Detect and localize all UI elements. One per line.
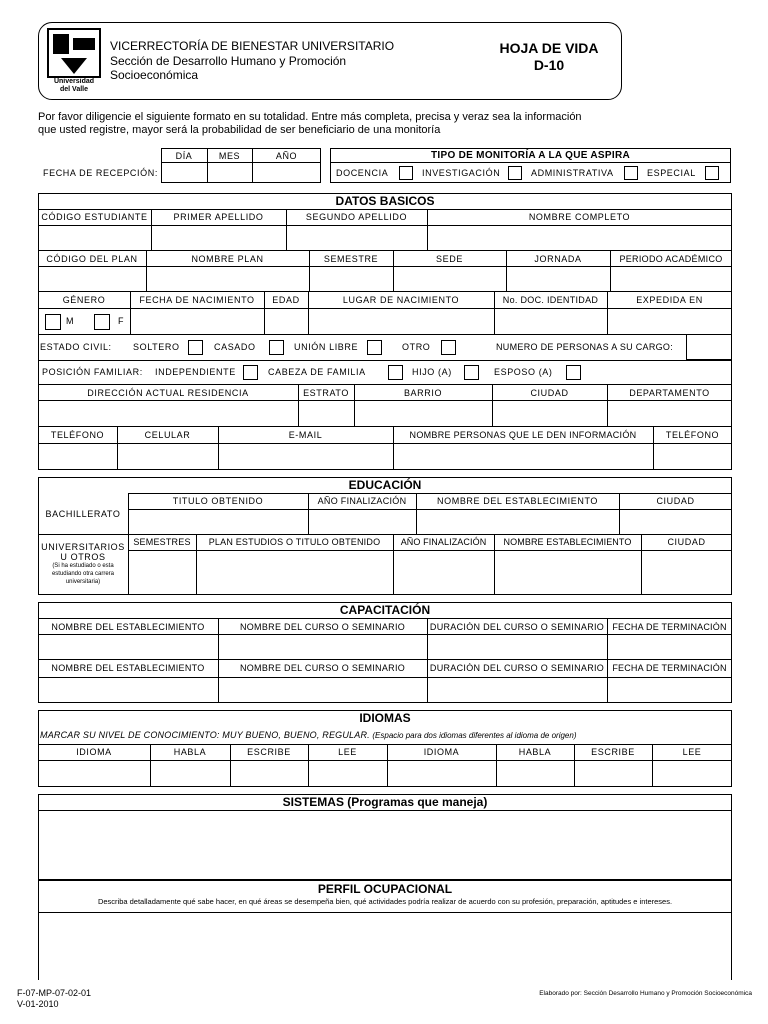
univ-plan-input[interactable]: [197, 551, 392, 594]
idioma-col-lee-2: LEE: [682, 747, 702, 757]
label-departamento: DEPARTAMENTO: [629, 388, 710, 398]
family-hijo-checkbox[interactable]: [464, 365, 479, 380]
label-telefono: TELÉFONO: [50, 430, 105, 440]
univ-establecimiento-input[interactable]: [495, 551, 640, 594]
monitoria-investigacion-checkbox[interactable]: [508, 166, 522, 180]
intro-line-1: Por favor diligencie el siguiente formato en su totalidad. Entre más completa, precisa y veraz sea la información: [38, 111, 582, 123]
segundo-apellido-input[interactable]: [287, 226, 426, 249]
educacion-title: EDUCACIÓN: [348, 478, 422, 492]
label-telefono-referencia: TELÉFONO: [665, 430, 720, 440]
label-sede: SEDE: [436, 254, 463, 264]
cap-curso-input-2[interactable]: [219, 678, 426, 702]
idioma-input-1[interactable]: [39, 761, 149, 786]
direccion-input[interactable]: [39, 401, 297, 425]
idioma-col-habla-1: HABLA: [173, 747, 207, 757]
univ-col-anio: AÑO FINALIZACIÓN: [400, 537, 487, 547]
nombre-plan-input[interactable]: [147, 267, 308, 290]
bachillerato-label: BACHILLERATO: [45, 509, 121, 519]
label-nombre-completo: NOMBRE COMPLETO: [528, 212, 631, 222]
document-code: D-10: [533, 57, 565, 73]
universitarios-note-2: estudiando otra carrera: [51, 571, 115, 577]
sistemas-textarea[interactable]: [39, 811, 731, 879]
label-primer-apellido: PRIMER APELLIDO: [173, 212, 264, 222]
family-option-hijo: HIJO (A): [412, 367, 452, 377]
univ-col-plan: PLAN ESTUDIOS O TITULO OBTENIDO: [208, 537, 381, 547]
monitoria-especial-checkbox[interactable]: [705, 166, 719, 180]
barrio-input[interactable]: [355, 401, 491, 425]
university-logo: [47, 28, 101, 94]
celular-input[interactable]: [118, 444, 217, 469]
universitarios-note-3: universitaria): [65, 579, 101, 585]
lugar-nacimiento-input[interactable]: [309, 309, 493, 333]
cap-col-establecimiento: NOMBRE DEL ESTABLECIMIENTO: [51, 622, 205, 632]
family-esposo-checkbox[interactable]: [566, 365, 581, 380]
label-doc-identidad: No. DOC. IDENTIDAD: [502, 295, 599, 305]
idiomas-instruction: [40, 730, 576, 741]
cap-establecimiento-input-1[interactable]: [39, 635, 217, 658]
gender-m-label: M: [66, 316, 75, 326]
idiomas-title: IDIOMAS: [359, 711, 411, 725]
email-input[interactable]: [219, 444, 392, 469]
monitoria-option-administrativa: ADMINISTRATIVA: [531, 168, 614, 178]
footer-code: F-07-MP-07-02-01: [17, 988, 92, 998]
doc-identidad-input[interactable]: [495, 309, 606, 333]
civil-option-union-libre: UNIÓN LIBRE: [294, 342, 359, 352]
label-ciudad: CIUDAD: [530, 388, 569, 398]
idioma-col-idioma-1: IDIOMA: [76, 747, 112, 757]
edad-input[interactable]: [265, 309, 307, 333]
departamento-input[interactable]: [608, 401, 731, 425]
datos-basicos-title: DATOS BASICOS: [335, 194, 435, 208]
ciudad-input[interactable]: [493, 401, 606, 425]
logo-text-2: del Valle: [59, 86, 89, 93]
bach-col-establecimiento: NOMBRE DEL ESTABLECIMIENTO: [437, 496, 598, 506]
label-codigo-estudiante: CÓDIGO ESTUDIANTE: [41, 212, 148, 222]
perfil-description: Describa detalladamente qué sabe hacer, en qué áreas se desempeña bien, qué actividades podría realizar de acuerdo con su profesión, preparación, aptitudes e intereses.: [97, 897, 673, 906]
dependents-input[interactable]: [686, 334, 732, 360]
idioma-col-escribe-1: ESCRIBE: [247, 747, 291, 757]
habla-input-1[interactable]: [151, 761, 229, 786]
estrato-input[interactable]: [299, 401, 353, 425]
label-personas-informacion: NOMBRE PERSONAS QUE LE DEN INFORMACIÓN: [409, 430, 637, 440]
universitarios-label: UNIVERSITARIOS: [41, 542, 125, 552]
univ-col-semestres: SEMESTRES: [133, 537, 191, 547]
idioma-input-2[interactable]: [388, 761, 495, 786]
gender-f-label: F: [118, 316, 125, 326]
cap-col-duracion-2: DURACIÓN DEL CURSO O SEMINARIO: [429, 663, 605, 673]
family-cabeza-checkbox[interactable]: [388, 365, 403, 380]
universitarios-label-2: U OTROS: [60, 552, 106, 562]
family-independiente-checkbox[interactable]: [243, 365, 258, 380]
bach-titulo-input[interactable]: [129, 510, 307, 533]
habla-input-2[interactable]: [497, 761, 573, 786]
telefono-referencia-input[interactable]: [654, 444, 731, 469]
dependents-label: NUMERO DE PERSONAS A SU CARGO:: [496, 342, 674, 352]
cap-fecha-input-2[interactable]: [608, 678, 731, 702]
logo-text-1: Universidad: [53, 78, 95, 85]
bach-col-anio: AÑO FINALIZACIÓN: [317, 496, 407, 506]
univ-ciudad-input[interactable]: [642, 551, 731, 594]
label-periodo-academico: PERIODO ACADÉMICO: [619, 254, 723, 264]
escribe-input-1[interactable]: [231, 761, 307, 786]
civil-option-soltero: SOLTERO: [133, 342, 180, 352]
cap-col-curso-2: NOMBRE DEL CURSO O SEMINARIO: [239, 663, 406, 673]
reception-year-input[interactable]: [253, 163, 320, 182]
idioma-col-lee-1: LEE: [338, 747, 357, 757]
monitoria-title: TIPO DE MONITORÍA A LA QUE ASPIRA: [431, 150, 630, 161]
reception-month-input[interactable]: [208, 163, 251, 182]
bach-ciudad-input[interactable]: [620, 510, 731, 533]
label-jornada: JORNADA: [534, 254, 582, 264]
label-barrio: BARRIO: [403, 388, 443, 398]
cap-col-establecimiento-2: NOMBRE DEL ESTABLECIMIENTO: [51, 663, 205, 673]
label-segundo-apellido: SEGUNDO APELLIDO: [305, 212, 408, 222]
civil-casado-checkbox[interactable]: [269, 340, 284, 355]
label-fecha-nacimiento: FECHA DE NACIMIENTO: [139, 295, 255, 305]
civil-soltero-checkbox[interactable]: [188, 340, 203, 355]
personas-informacion-input[interactable]: [394, 444, 652, 469]
reception-label: FECHA DE RECEPCIÓN:: [43, 168, 158, 178]
org-line-3: Socioeconómica: [110, 68, 199, 82]
idioma-col-habla-2: HABLA: [518, 747, 552, 757]
civil-union-libre-checkbox[interactable]: [367, 340, 382, 355]
estado-civil-label: ESTADO CIVIL:: [40, 342, 112, 352]
codigo-plan-input[interactable]: [39, 267, 145, 290]
posicion-familiar-label: POSICIÓN FAMILIAR:: [42, 367, 143, 377]
document-title: HOJA DE VIDA: [499, 40, 599, 56]
cap-duracion-input-2[interactable]: [428, 678, 606, 702]
monitoria-option-investigacion: INVESTIGACIÓN: [422, 168, 501, 178]
org-line-2: Sección de Desarrollo Humano y Promoción: [110, 54, 347, 68]
telefono-input[interactable]: [39, 444, 116, 469]
monitoria-option-docencia: DOCENCIA: [336, 168, 389, 178]
monitoria-administrativa-checkbox[interactable]: [624, 166, 638, 180]
gender-f-checkbox[interactable]: [94, 314, 110, 330]
idiomas-instruction-note: (Espacio para dos idiomas diferentes al idioma de origen): [372, 731, 577, 740]
univ-col-ciudad: CIUDAD: [667, 537, 706, 547]
primer-apellido-input[interactable]: [152, 226, 285, 249]
univ-semestres-input[interactable]: [129, 551, 195, 594]
family-option-esposo: ESPOSO (A): [494, 367, 553, 377]
label-semestre: SEMESTRE: [323, 254, 379, 264]
cap-col-fecha: FECHA DE TERMINACIÓN: [612, 622, 727, 632]
lee-input-2[interactable]: [653, 761, 731, 786]
bach-col-titulo: TITULO OBTENIDO: [172, 496, 264, 506]
univ-col-establecimiento: NOMBRE ESTABLECIMIENTO: [503, 537, 632, 547]
idioma-col-idioma-2: IDIOMA: [423, 747, 460, 757]
idiomas-instruction-main: MARCAR SU NIVEL DE CONOCIMIENTO: MUY BUENO, BUENO, REGULAR.: [40, 730, 370, 740]
intro-line-2: que usted registre, mayor será la probabilidad de ser beneficiario de una monitoría: [38, 124, 441, 136]
lee-input-1[interactable]: [309, 761, 386, 786]
gender-m-checkbox[interactable]: [45, 314, 61, 330]
cap-establecimiento-input-2[interactable]: [39, 678, 217, 702]
org-line-1: VICERRECTORÍA DE BIENESTAR UNIVERSITARIO: [110, 39, 395, 53]
cap-duracion-input-1[interactable]: [428, 635, 606, 658]
family-option-cabeza: CABEZA DE FAMILIA: [268, 367, 366, 377]
escribe-input-2[interactable]: [575, 761, 651, 786]
civil-option-casado: CASADO: [214, 342, 256, 352]
bach-establecimiento-input[interactable]: [417, 510, 618, 533]
cap-col-fecha-2: FECHA DE TERMINACIÓN: [612, 663, 727, 673]
reception-day-label: DÍA: [175, 151, 193, 161]
universitarios-note-1: (Si ha estudiado o esta: [52, 563, 114, 569]
codigo-estudiante-input[interactable]: [39, 226, 150, 249]
sede-input[interactable]: [394, 267, 505, 290]
monitoria-docencia-checkbox[interactable]: [399, 166, 413, 180]
label-celular: CELULAR: [144, 430, 191, 440]
footer-credit: Elaborado por: Sección Desarrollo Humano y Promoción Socioeconómica: [539, 990, 752, 997]
label-lugar-nacimiento: LUGAR DE NACIMIENTO: [342, 295, 460, 305]
fecha-nacimiento-input[interactable]: [131, 309, 263, 333]
bach-anio-input[interactable]: [309, 510, 415, 533]
label-estrato: ESTRATO: [303, 388, 349, 398]
capacitacion-title: CAPACITACIÓN: [339, 603, 431, 617]
label-expedida-en: EXPEDIDA EN: [636, 295, 703, 305]
footer-version: V-01-2010: [17, 999, 59, 1009]
label-direccion: DIRECCIÓN ACTUAL RESIDENCIA: [87, 388, 249, 398]
bach-col-ciudad: CIUDAD: [656, 496, 695, 506]
expedida-en-input[interactable]: [608, 309, 731, 333]
cap-col-curso: NOMBRE DEL CURSO O SEMINARIO: [239, 622, 406, 632]
periodo-academico-input[interactable]: [611, 267, 731, 290]
civil-option-otro: OTRO: [402, 342, 431, 352]
perfil-textarea[interactable]: [39, 913, 731, 968]
reception-day-input[interactable]: [162, 163, 206, 182]
semestre-input[interactable]: [310, 267, 392, 290]
label-email: E-MAIL: [288, 430, 323, 440]
univ-anio-input[interactable]: [394, 551, 493, 594]
label-nombre-plan: NOMBRE PLAN: [191, 254, 264, 264]
family-option-independiente: INDEPENDIENTE: [155, 367, 236, 377]
jornada-input[interactable]: [507, 267, 609, 290]
perfil-title: PERFIL OCUPACIONAL: [317, 882, 453, 896]
nombre-completo-input[interactable]: [428, 226, 731, 249]
civil-otro-checkbox[interactable]: [441, 340, 456, 355]
cap-fecha-input-1[interactable]: [608, 635, 731, 658]
monitoria-option-especial: ESPECIAL: [647, 168, 696, 178]
cap-col-duracion: DURACIÓN DEL CURSO O SEMINARIO: [429, 622, 605, 632]
label-genero: GÉNERO: [62, 295, 106, 305]
cap-curso-input-1[interactable]: [219, 635, 426, 658]
reception-year-label: AÑO: [275, 151, 298, 161]
reception-month-label: MES: [218, 151, 241, 161]
label-codigo-plan: CÓDIGO DEL PLAN: [46, 254, 138, 264]
sistemas-title: SISTEMAS (Programas que maneja): [282, 795, 488, 809]
idioma-col-escribe-2: ESCRIBE: [591, 747, 635, 757]
label-edad: EDAD: [272, 295, 300, 305]
